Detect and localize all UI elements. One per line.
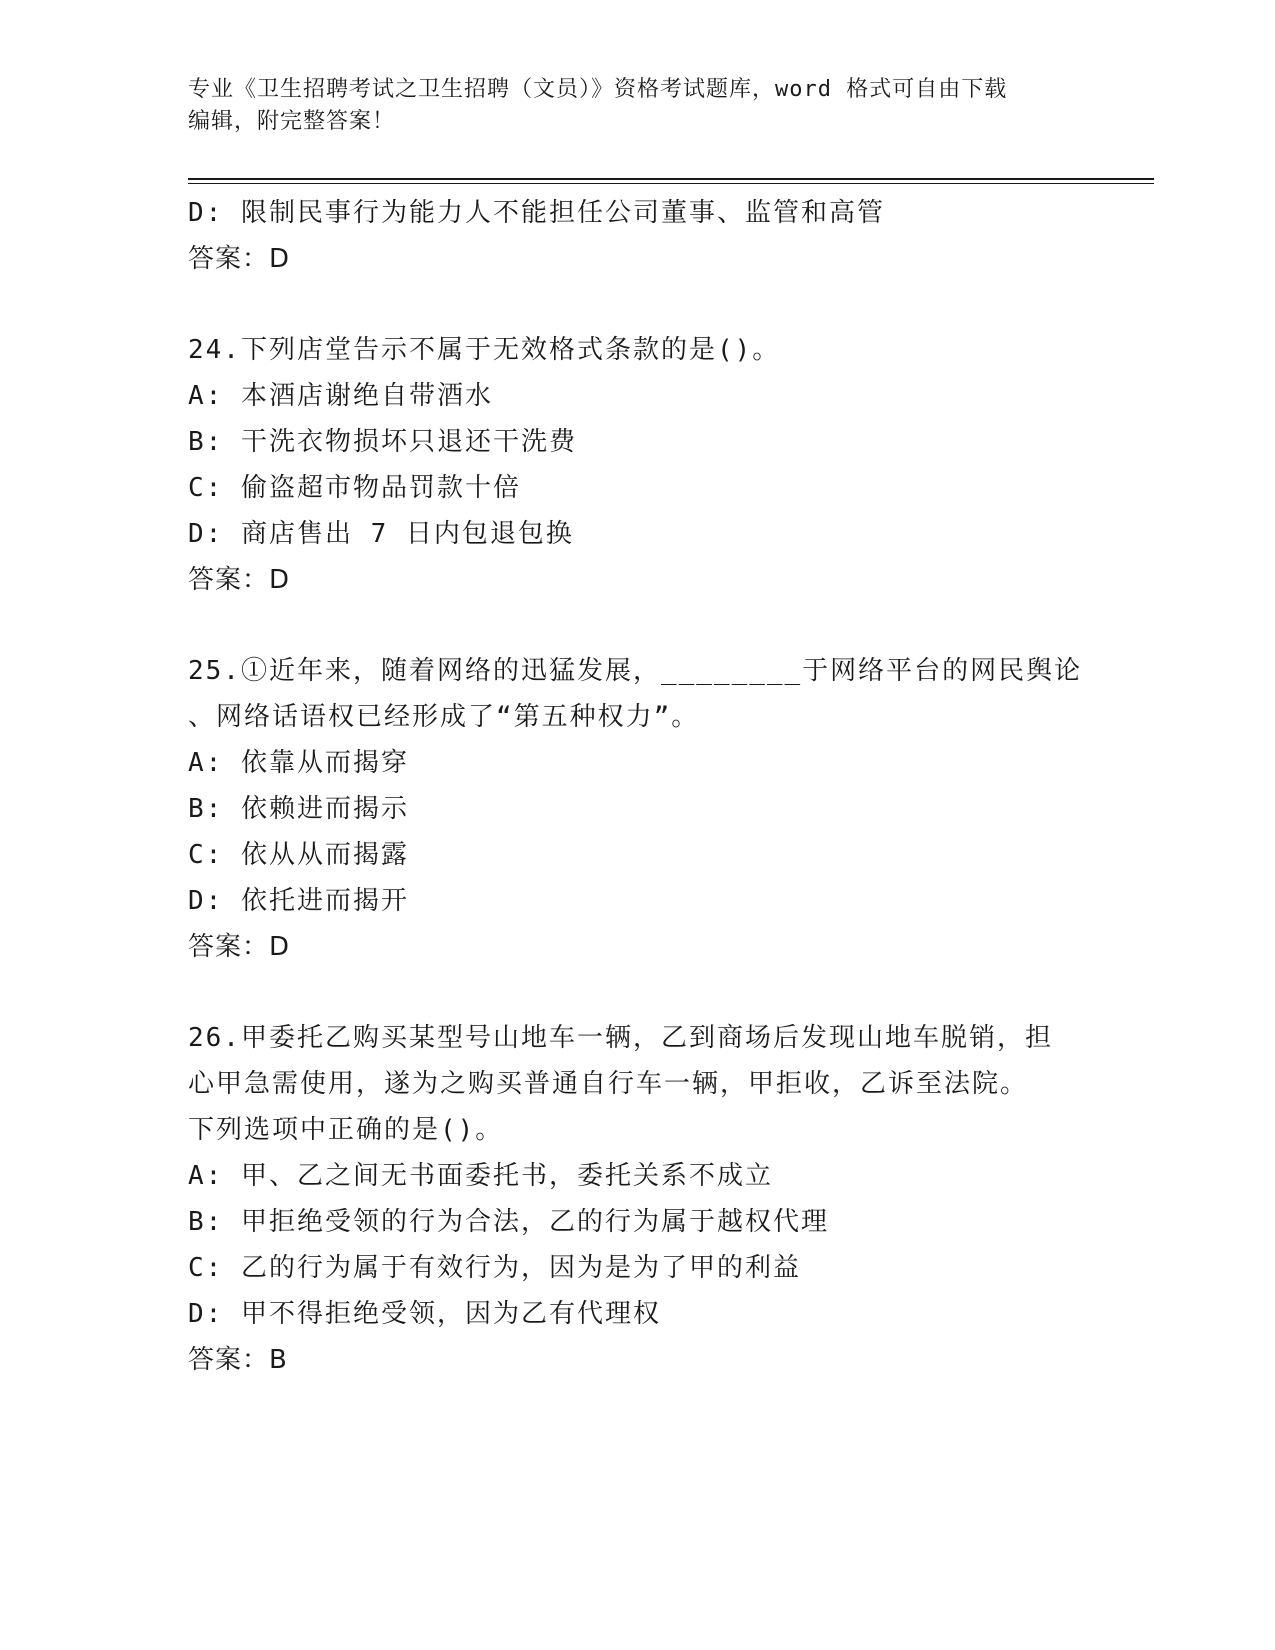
header-divider-thin	[188, 183, 1154, 184]
question-25	[188, 648, 1088, 970]
question-spacer	[188, 282, 1088, 327]
option-b: B: 甲拒绝受领的行为合法，乙的行为属于越权代理	[188, 1207, 829, 1237]
option-b: B: 干洗衣物损坏只退还干洗费	[188, 427, 577, 457]
prev-answer: 答案：D	[188, 244, 291, 274]
question-stem: 、网络话语权已经形成了“第五种权力”。	[188, 702, 700, 732]
option-d: D: 甲不得拒绝受领，因为乙有代理权	[188, 1299, 661, 1329]
question-stem: 24.下列店堂告示不属于无效格式条款的是()。	[188, 335, 781, 365]
document-header	[188, 74, 1088, 138]
question-26	[188, 1015, 1088, 1383]
option-d: D: 商店售出 7 日内包退包换	[188, 519, 574, 549]
question-spacer	[188, 970, 1088, 1015]
option-c: C: 依从从而揭露	[188, 840, 409, 870]
answer: 答案：D	[188, 565, 291, 595]
header-line-1: 专业《卫生招聘考试之卫生招聘（文员）》资格考试题库，word 格式可自由下载	[188, 77, 1008, 102]
question-stem: 下列选项中正确的是()。	[188, 1115, 504, 1145]
question-spacer	[188, 603, 1088, 648]
option-a: A: 甲、乙之间无书面委托书，委托关系不成立	[188, 1161, 773, 1191]
option-c: C: 乙的行为属于有效行为，因为是为了甲的利益	[188, 1253, 801, 1283]
question-stem: 25.①近年来，随着网络的迅猛发展，________于网络平台的网民舆论	[188, 656, 1083, 686]
prev-option-d: D: 限制民事行为能力人不能担任公司董事、监管和高管	[188, 198, 885, 228]
option-b: B: 依赖进而揭示	[188, 794, 409, 824]
option-a: A: 依靠从而揭穿	[188, 748, 409, 778]
option-d: D: 依托进而揭开	[188, 886, 409, 916]
option-a: A: 本酒店谢绝自带酒水	[188, 381, 493, 411]
option-c: C: 偷盗超市物品罚款十倍	[188, 473, 521, 503]
question-stem: 26.甲委托乙购买某型号山地车一辆，乙到商场后发现山地车脱销，担	[188, 1023, 1053, 1053]
document-body	[188, 190, 1088, 1383]
question-24	[188, 327, 1088, 603]
answer: 答案：B	[188, 1345, 288, 1375]
question-stem: 心甲急需使用，遂为之购买普通自行车一辆，甲拒收，乙诉至法院。	[188, 1069, 1029, 1099]
header-line-2: 编辑，附完整答案！	[188, 109, 396, 134]
answer: 答案：D	[188, 932, 291, 962]
header-divider-thick	[188, 178, 1154, 180]
